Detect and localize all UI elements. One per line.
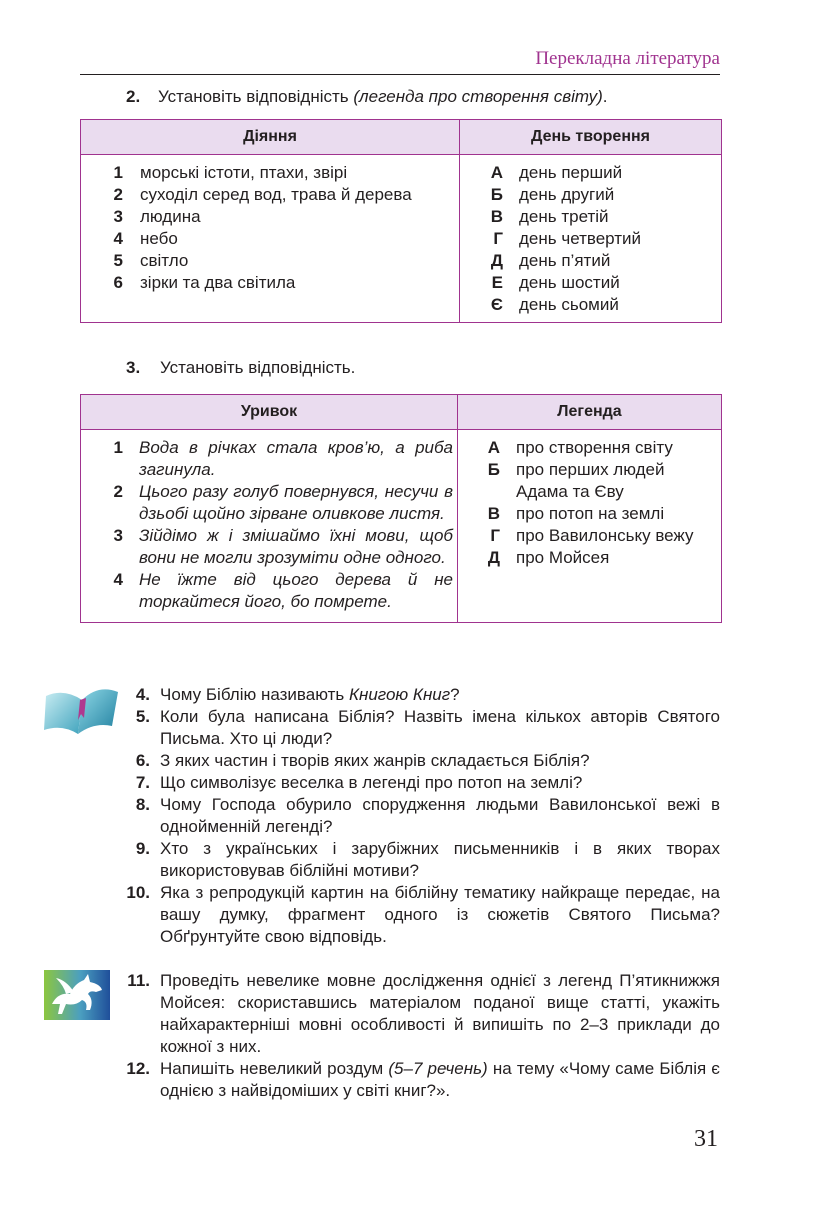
question-text-part: ?: [450, 685, 460, 704]
item-key: 4: [113, 229, 123, 248]
item-text: день другий: [519, 185, 615, 204]
task-text: Установіть відповідність.: [160, 358, 356, 377]
item-key: Б: [490, 185, 503, 204]
column-header-legend: Легенда: [458, 395, 722, 430]
item-key: Г: [490, 526, 500, 545]
list-item: [460, 162, 721, 184]
item-text: Не їжте від цього дерева й не торкайтеся його, бо помрете.: [139, 570, 453, 611]
list-item: [460, 272, 721, 294]
task-text: Установіть відповідність: [158, 87, 354, 106]
item-text: про Мойсея: [516, 548, 610, 567]
question-text: [160, 706, 720, 750]
excerpts-list: [81, 430, 457, 622]
question-text: [160, 1058, 720, 1102]
list-item: [81, 481, 457, 525]
questions-list-2: [110, 970, 720, 1102]
question-number: 8.: [135, 795, 150, 814]
question-text-part: Хто з українських і зарубіжних письменників і в яких творах використовував біблійні мотиви?: [160, 839, 720, 880]
column-header-actions: Діяння: [81, 120, 460, 155]
question-text-part: Яка з репродукцій картин на біблійну тематику найкраще передає, на вашу думку, фрагмент одного із сюжетів Святого Письма? Обґрунтуйте свою відповідь.: [160, 883, 720, 946]
question-text-part: Чому Біблію називають: [160, 685, 349, 704]
list-item: [460, 294, 721, 316]
question-text-part: Проведіть невелике мовне дослідження однієї з легенд П’ятикнижжя Мойсея: скориставшись матеріалом поданої вище статті, укажіть найхарактерніші мовні особливості й випишіть по 2–3 приклади до кожної з них.: [160, 971, 720, 1056]
item-key: В: [487, 504, 500, 523]
item-text: про Вавилонську вежу: [516, 526, 694, 545]
item-key: 3: [113, 526, 123, 545]
question-item: [110, 772, 720, 794]
question-number: 10.: [126, 883, 150, 902]
item-key: 1: [113, 163, 123, 182]
task-3-heading: [126, 357, 355, 379]
item-key: 2: [113, 482, 123, 501]
item-key: 3: [113, 207, 123, 226]
item-key: 1: [113, 438, 123, 457]
question-text-part: Чому Господа обурило спорудження людьми Вавилонської вежі в однойменній легенді?: [160, 795, 720, 836]
item-text: про перших людей Адама та Єву: [516, 460, 665, 501]
question-text: [160, 794, 720, 838]
item-text: про потоп на землі: [516, 504, 665, 523]
question-emphasis: (5–7 речень): [388, 1059, 488, 1078]
task-2-heading: [126, 86, 608, 108]
item-key: Д: [490, 251, 503, 270]
item-text: про створення світу: [516, 438, 673, 457]
item-key: 6: [113, 273, 123, 292]
item-key: А: [487, 438, 500, 457]
list-item: [81, 569, 457, 613]
days-list: [460, 155, 721, 322]
match-table-creation: [80, 119, 722, 323]
questions-list: [110, 684, 720, 948]
item-text: суходіл серед вод, трава й дерева: [140, 185, 412, 204]
list-item: [81, 162, 459, 184]
question-item: [110, 794, 720, 838]
task-text-end: .: [602, 87, 608, 106]
question-number: 11.: [127, 971, 150, 990]
question-number: 4.: [135, 685, 150, 704]
header-divider: [80, 74, 720, 75]
item-key: 4: [113, 570, 123, 589]
question-text-part: Напишіть невеликий роздум: [160, 1059, 389, 1078]
column-header-excerpt: Уривок: [81, 395, 458, 430]
list-item: [458, 459, 721, 503]
item-text: світло: [140, 251, 189, 270]
question-text-part: Що символізує веселка в легенді про потоп на землі?: [160, 773, 583, 792]
list-item: [458, 547, 721, 569]
item-key: А: [490, 163, 503, 182]
question-number: 9.: [135, 839, 150, 858]
item-key: В: [490, 207, 503, 226]
list-item: [81, 250, 459, 272]
question-text: [160, 772, 720, 794]
running-header: Перекладна література: [535, 48, 720, 69]
list-item: [458, 503, 721, 525]
question-item: [110, 750, 720, 772]
question-text-part: Коли була написана Біблія? Назвіть імена кількох авторів Святого Письма. Хто ці люди?: [160, 707, 720, 748]
question-number: 7.: [135, 773, 150, 792]
question-text: [160, 838, 720, 882]
question-item: [110, 1058, 720, 1102]
pegasus-icon: [44, 970, 110, 1020]
task-number: 3.: [126, 358, 141, 377]
page-number: 31: [694, 1126, 718, 1152]
task-number: 2.: [126, 87, 141, 106]
question-number: 12.: [126, 1059, 150, 1078]
open-book-icon: [42, 682, 120, 738]
question-number: 5.: [135, 707, 150, 726]
item-text: день шостий: [519, 273, 620, 292]
item-text: зірки та два світила: [140, 273, 296, 292]
item-text: день сьомий: [519, 295, 619, 314]
item-text: людина: [140, 207, 201, 226]
item-key: Е: [491, 273, 503, 292]
question-text-part: на тему «Чому саме Біблія є однією з найвідоміших у світі книг?».: [160, 1059, 720, 1100]
list-item: [81, 525, 457, 569]
question-emphasis: Книгою Книг: [348, 685, 451, 704]
question-number: 6.: [135, 751, 150, 770]
item-key: Є: [490, 295, 503, 314]
item-text: Цього разу голуб повернувся, несучи в дзьобі щойно зірване оливкове листя.: [139, 482, 453, 523]
item-text: день четвертий: [519, 229, 642, 248]
match-table-legends: [80, 394, 722, 623]
question-item: [110, 882, 720, 948]
list-item: [458, 525, 721, 547]
list-item: [81, 228, 459, 250]
list-item: [460, 250, 721, 272]
list-item: [81, 437, 457, 481]
question-text: [160, 750, 720, 772]
item-text: Зійдімо ж і змішаймо їхні мови, щоб вони не могли зрозуміти одне одного.: [139, 526, 453, 567]
list-item: [81, 206, 459, 228]
item-key: Б: [487, 460, 500, 479]
task-note: (легенда про створення світу): [353, 87, 603, 106]
list-item: [460, 184, 721, 206]
item-key: 2: [113, 185, 123, 204]
item-text: морські істоти, птахи, звірі: [140, 163, 348, 182]
item-text: небо: [140, 229, 178, 248]
question-item: [110, 706, 720, 750]
list-item: [458, 437, 721, 459]
item-text: день третій: [519, 207, 609, 226]
item-text: Вода в річках стала кров’ю, а риба загинула.: [139, 438, 453, 479]
column-header-day: День творення: [460, 120, 722, 155]
question-item: [110, 970, 720, 1058]
list-item: [460, 206, 721, 228]
item-text: день перший: [519, 163, 623, 182]
item-key: 5: [113, 251, 123, 270]
list-item: [81, 272, 459, 294]
question-text: [160, 684, 720, 706]
question-text: [160, 970, 720, 1058]
question-item: [110, 838, 720, 882]
item-text: день п’ятий: [519, 251, 611, 270]
item-key: Г: [493, 229, 503, 248]
question-item: [110, 684, 720, 706]
list-item: [81, 184, 459, 206]
list-item: [460, 228, 721, 250]
question-text: [160, 882, 720, 948]
item-key: Д: [487, 548, 500, 567]
legends-list: [458, 430, 721, 575]
question-text-part: З яких частин і творів яких жанрів складається Біблія?: [160, 751, 590, 770]
actions-list: [81, 155, 459, 300]
